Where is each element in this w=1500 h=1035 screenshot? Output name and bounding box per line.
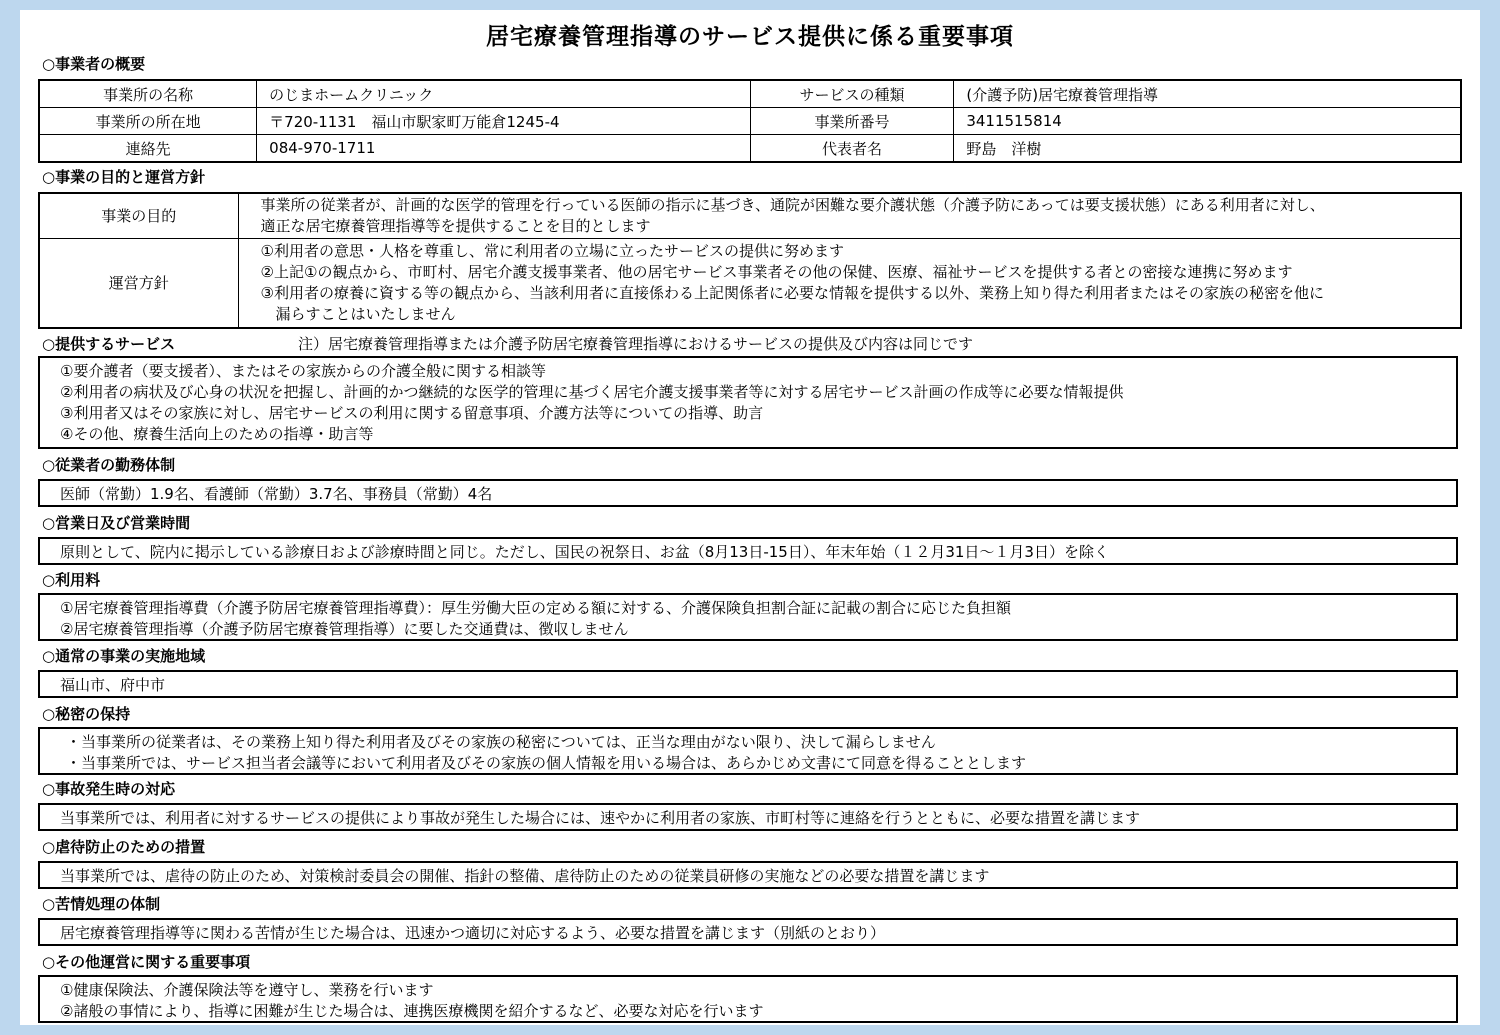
document-sheet (20, 10, 1480, 1025)
fee-line: ②居宅療養管理指導（介護予防居宅療養管理指導）に要した交通費は、徴収しません (60, 620, 629, 638)
services-box (38, 356, 1458, 449)
other-box (38, 975, 1458, 1023)
representative-label: 代表者名 (750, 135, 954, 163)
service-type-value: (介護予防)居宅療養管理指導 (954, 80, 1461, 108)
staff-box (38, 479, 1458, 507)
facility-name-label: 事業所の名称 (39, 80, 257, 108)
section-heading-secrecy: ○秘密の保持 (42, 705, 131, 723)
other-line: ①健康保険法、介護保険法等を遵守し、業務を行います (60, 981, 434, 999)
purpose-table (38, 192, 1462, 329)
purpose-label: 事業の目的 (39, 193, 238, 239)
address-value: 〒720-1131 福山市駅家町万能倉1245-4 (257, 108, 750, 135)
page-title: 居宅療養管理指導のサービス提供に係る重要事項 (486, 24, 1014, 50)
service-type-label: サービスの種類 (750, 80, 954, 108)
table-row (39, 193, 1461, 239)
abuse-box (38, 861, 1458, 889)
secrecy-box (38, 727, 1458, 775)
policy-line: 漏らすことはいたしません (260, 305, 456, 323)
purpose-line: 適正な居宅療養管理指導等を提供することを目的とします (260, 217, 651, 235)
purpose-line: 事業所の従業者が、計画的な医学的管理を行っている医師の指示に基づき、通院が困難な要介護状態（介護予防にあっては要支援状態）にある利用者に対し、 (260, 196, 1325, 214)
abuse-line: 当事業所では、虐待の防止のため、対策検討委員会の開催、指針の整備、虐待防止のための従業員研修の実施などの必要な措置を講じます (60, 867, 990, 885)
hours-box (38, 537, 1458, 565)
section-heading-services: ○提供するサービス (42, 335, 176, 353)
fee-line: ①居宅療養管理指導費（介護予防居宅療養管理指導費）：厚生労働大臣の定める額に対する、介護保険負担割合証に記載の割合に応じた負担額 (60, 599, 1011, 617)
section-heading-purpose: ○事業の目的と運営方針 (42, 168, 206, 186)
complaints-box (38, 918, 1458, 946)
policy-line: ③利用者の療養に資する等の観点から、当該利用者に直接係わる上記関係者に必要な情報を提供する以外、業務上知り得た利用者またはその家族の秘密を他に (260, 284, 1325, 302)
overview-table (38, 79, 1462, 163)
policy-label: 運営方針 (39, 239, 238, 329)
section-heading-complaints: ○苦情処理の体制 (42, 895, 161, 913)
section-heading-fees: ○利用料 (42, 571, 101, 589)
accident-line: 当事業所では、利用者に対するサービスの提供により事故が発生した場合には、速やかに利用者の家族、市町村等に連絡を行うとともに、必要な措置を講じます (60, 809, 1141, 827)
service-line: ③利用者又はその家族に対し、居宅サービスの利用に関する留意事項、介護方法等についての指導、助言 (60, 404, 764, 422)
section-heading-abuse: ○虐待防止のための措置 (42, 838, 206, 856)
contact-value: 084-970-1711 (257, 135, 750, 163)
staff-line: 医師（常勤）1.9名、看護師（常勤）3.7名、事務員（常勤）4名 (60, 485, 493, 503)
policy-line: ①利用者の意思・人格を尊重し、常に利用者の立場に立ったサービスの提供に努めます (260, 242, 844, 260)
facility-number-label: 事業所番号 (750, 108, 954, 135)
section-heading-hours: ○営業日及び営業時間 (42, 514, 191, 532)
area-line: 福山市、府中市 (60, 676, 166, 694)
hours-line: 原則として、院内に掲示している診療日および診療時間と同じ。ただし、国民の祝祭日、お盆（8月13日-15日）、年末年始（１２月31日～１月3日）を除く (60, 543, 1109, 561)
other-line: ②諸般の事情により、指導に困難が生じた場合は、連携医療機関を紹介するなど、必要な対応を行います (60, 1002, 764, 1020)
table-row (39, 108, 1461, 135)
secrecy-line: ・当事業所の従業者は、その業務上知り得た利用者及びその家族の秘密については、正当な理由がない限り、決して漏らしません (66, 733, 936, 751)
section-heading-staff: ○従業者の勤務体制 (42, 456, 176, 474)
section-heading-area: ○通常の事業の実施地域 (42, 647, 206, 665)
facility-number-value: 3411515814 (954, 108, 1461, 135)
secrecy-line: ・当事業所では、サービス担当者会議等において利用者及びその家族の個人情報を用いる場合は、あらかじめ文書にて同意を得ることとします (66, 754, 1027, 772)
service-line: ①要介護者（要支援者）、またはその家族からの介護全般に関する相談等 (60, 362, 546, 380)
complaints-line: 居宅療養管理指導等に関わる苦情が生じた場合は、迅速かつ適切に対応するよう、必要な措置を講じます（別紙のとおり） (60, 924, 886, 942)
services-note: 注）居宅療養管理指導または介護予防居宅療養管理指導におけるサービスの提供及び内容は同じです (298, 335, 974, 353)
section-heading-overview: ○事業者の概要 (42, 55, 146, 73)
service-line: ②利用者の病状及び心身の状況を把握し、計画的かつ継続的な医学的管理に基づく居宅介護支援事業者等に対する居宅サービス計画の作成等に必要な情報提供 (60, 383, 1124, 401)
policy-line: ②上記①の観点から、市町村、居宅介護支援事業者、他の居宅サービス事業者その他の保健、医療、福祉サービスを提供する者との密接な連携に努めます (260, 263, 1293, 281)
area-box (38, 670, 1458, 698)
table-row (39, 80, 1461, 108)
contact-label: 連絡先 (39, 135, 257, 163)
table-row (39, 135, 1461, 163)
facility-name-value: のじまホームクリニック (257, 80, 750, 108)
representative-value: 野島 洋樹 (954, 135, 1461, 163)
section-heading-accident: ○事故発生時の対応 (42, 780, 176, 798)
fees-box (38, 593, 1458, 641)
service-line: ④その他、療養生活向上のための指導・助言等 (60, 425, 374, 443)
accident-box (38, 803, 1458, 831)
table-row (39, 239, 1461, 329)
section-heading-other: ○その他運営に関する重要事項 (42, 953, 251, 971)
address-label: 事業所の所在地 (39, 108, 257, 135)
